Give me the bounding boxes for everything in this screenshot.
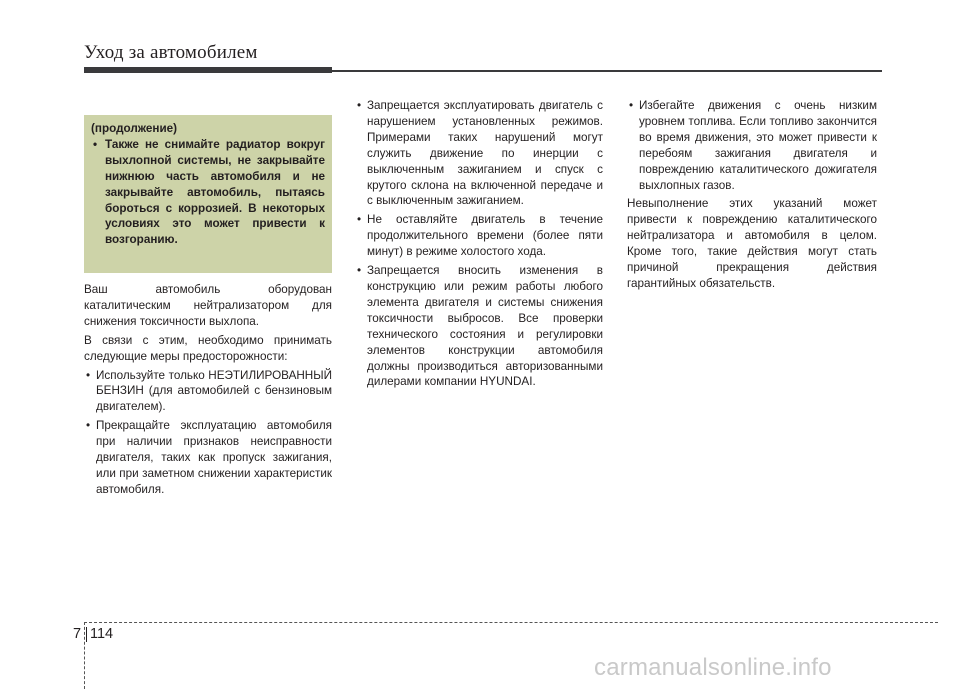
column-2 [355,98,603,393]
list-item-text: Используйте только НЕЭТИЛИРОВАННЫЙ БЕНЗИН (для автомобилей с бензиновым двигателем). [96,368,332,414]
bullet-icon: • [357,99,362,112]
list-item-text: Прекращайте эксплуатацию автомобиля при наличии признаков неисправности двигателя, таких как пропуск зажигания, или при заметном снижении характеристик автомобиля. [96,419,332,496]
warning-box [84,115,332,273]
list-item-text: Не оставляйте двигатель в течение продолжительного времени (более пяти минут) в режиме холостого хода. [367,213,603,259]
warning-item [91,137,325,248]
header-rule-thick [84,67,332,73]
column-1 [84,282,332,501]
bullet-icon: • [629,99,634,112]
column-3 [627,98,877,295]
list-item-text: Запрещается эксплуатировать двигатель с нарушением установленных режимов. Примерами таких нарушений могут служить движение по инерции с выключенным зажиганием и спуск с крутого склона на включенной передаче и с выключенным зажиганием. [367,99,603,208]
chapter-number: 7 [73,626,82,642]
header-rule-thin [332,70,882,72]
paragraph: В связи с этим, необходимо принимать следующие меры предосторожности: [84,333,332,363]
list-item [84,418,332,498]
list-item [84,368,332,416]
watermark: carmanualsonline.info [594,654,832,681]
bullet-icon: • [86,368,91,382]
warning-title: (продолжение) [91,122,178,135]
bullet-icon: • [93,137,98,151]
page-number: 114 [90,626,114,642]
footer-divider [84,622,938,623]
list-item [355,98,603,209]
bullet-icon: • [357,264,362,278]
list-item-text: Запрещается вносить изменения в конструкцию или режим работы любого элемента двигателя и системы снижения токсичности выбросов. Все проверки технического состояния и регулировки элементов конструкции автомобиля должны производиться авторизованными дилерами компании HYUNDAI. [367,264,603,389]
warning-item-text: Также не снимайте радиатор вокруг выхлопной системы, не закрывайте нижнюю часть автомобиля и не закрывайте автомобиль, пытаясь бороться с коррозией. В некоторых условиях это может привести к возгоранию. [105,137,325,247]
list-item-text: Избегайте движения с очень низким уровнем топлива. Если топливо закончится во время движения, это может привести к перебоям зажигания двигателя и повреждению каталитического дожигателя выхлопных газов. [639,99,877,192]
paragraph: Невыполнение этих указаний может привести к повреждению каталитического нейтрализатора и автомобиля в целом. Кроме того, такие действия могут стать причиной прекращения действия гарантийных обязательств. [627,197,877,290]
paragraph: Ваш автомобиль оборудован каталитическим нейтрализатором для снижения токсичности выхлопа. [84,283,332,328]
page-number-separator [86,627,87,642]
page-title: Уход за автомобилем [84,42,258,63]
list-item [355,212,603,260]
footer-vertical-divider [84,622,85,689]
bullet-icon: • [357,213,362,227]
list-item [355,263,603,390]
list-item [627,98,877,193]
bullet-icon: • [86,419,91,433]
